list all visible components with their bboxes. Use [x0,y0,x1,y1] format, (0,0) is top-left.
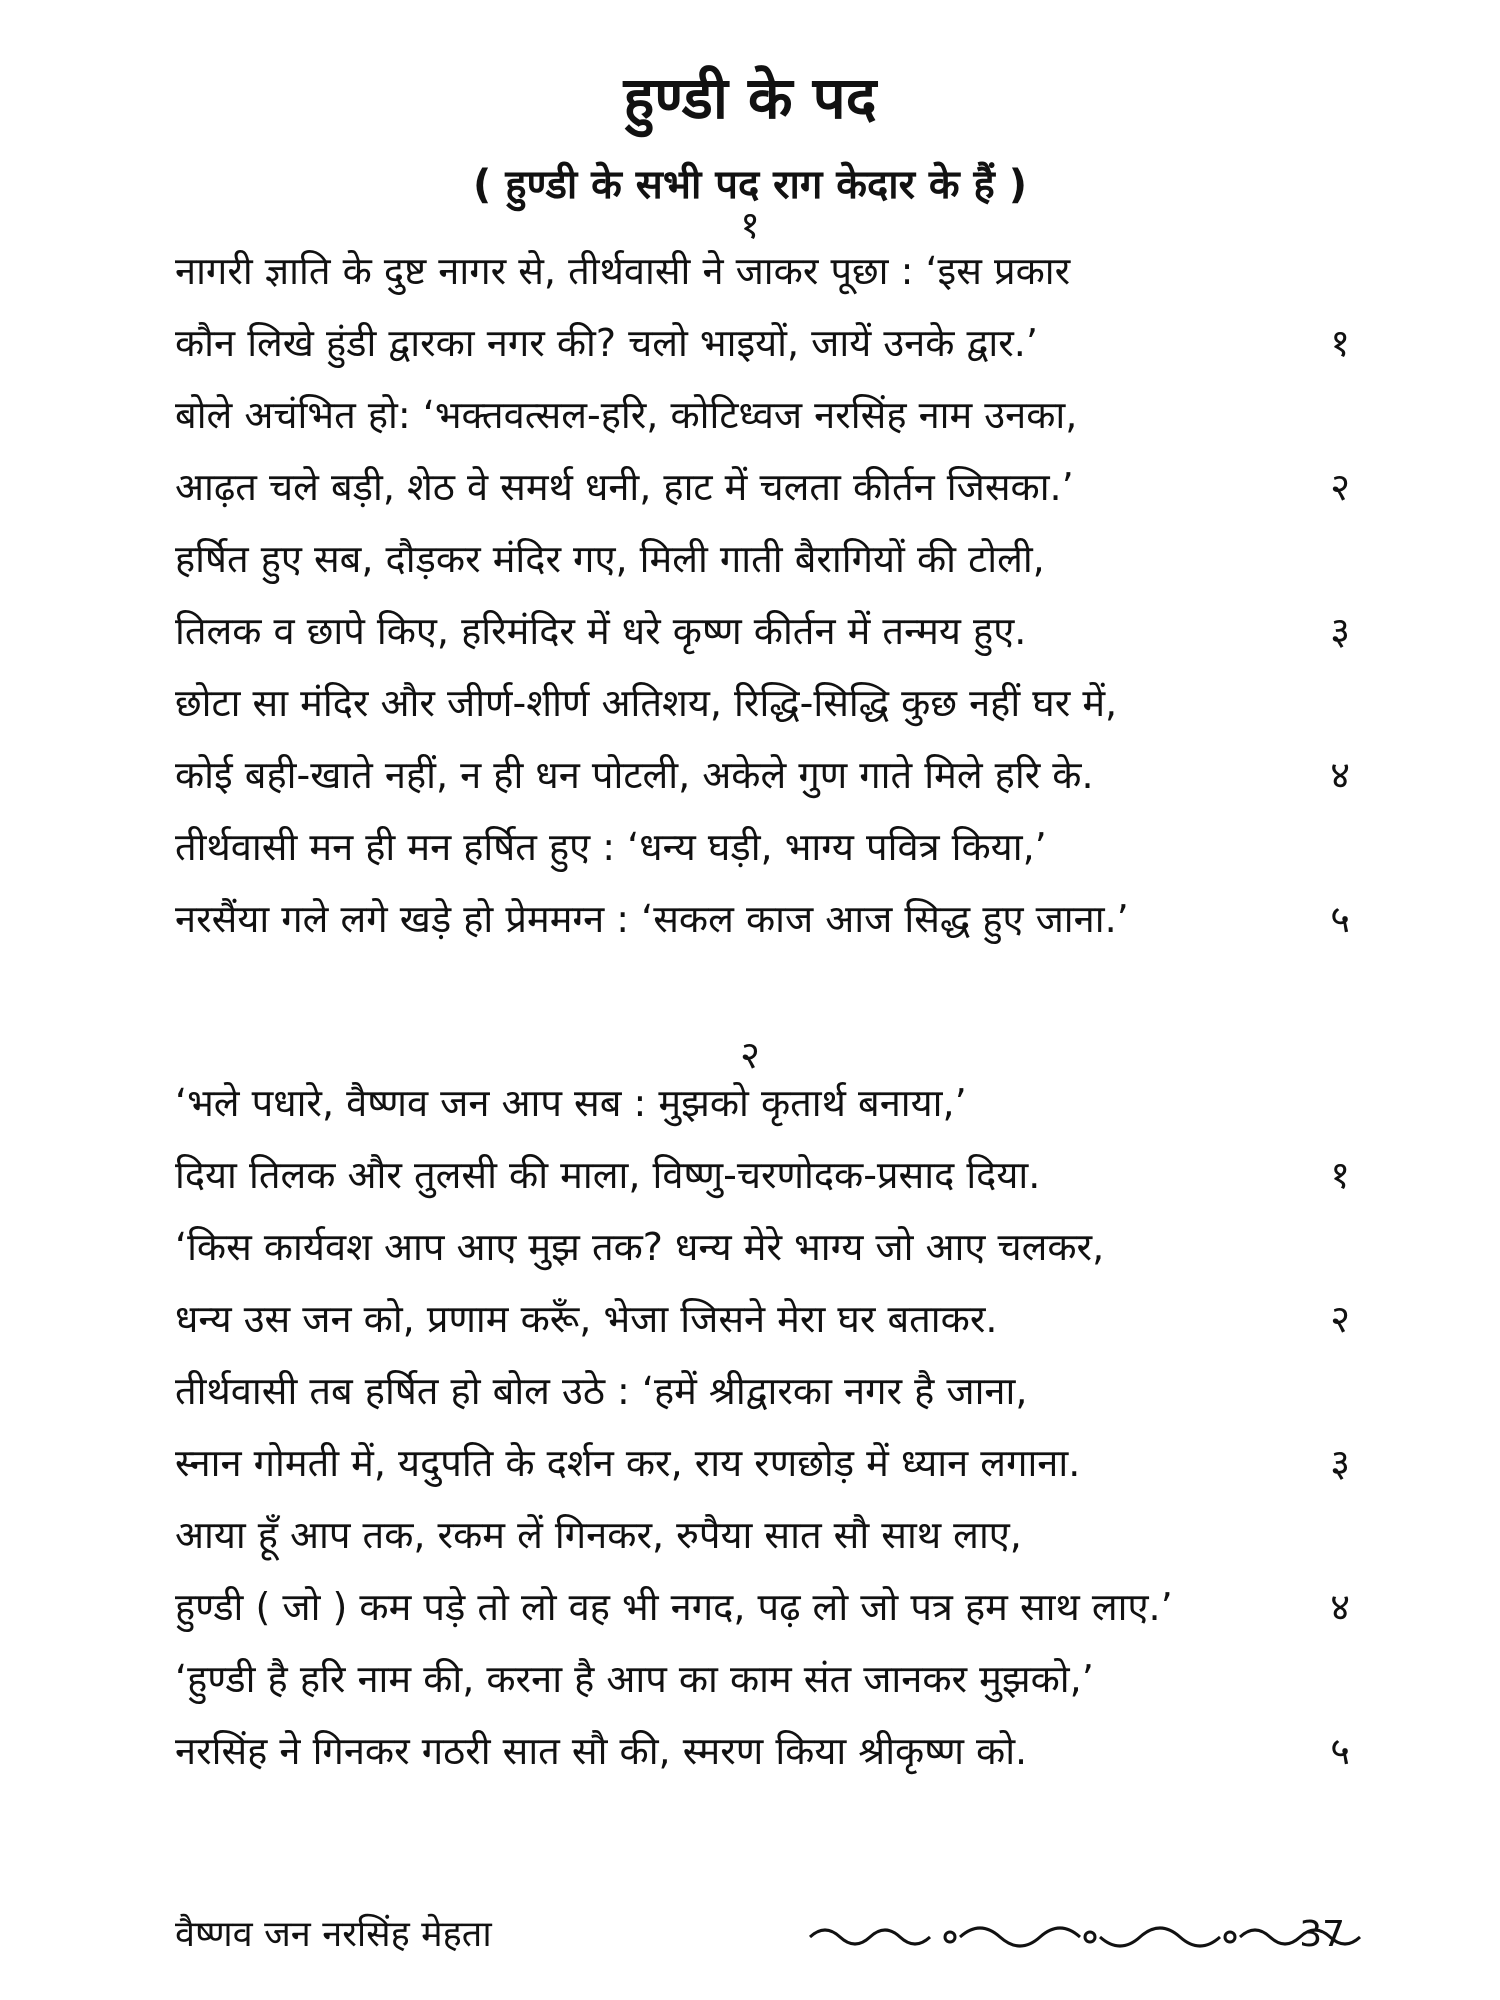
verse-number: ३ [1330,609,1350,653]
verse-number: ३ [1330,1441,1350,1485]
pad-number: १ [740,203,760,247]
verse-text: नरसैंया गले लगे खड़े हो प्रेममग्न : ‘सकल काज आज सिद्ध हुए जाना.’ [175,897,1129,941]
verse-line [175,744,1350,806]
verse-text: तीर्थवासी तब हर्षित हो बोल उठे : ‘हमें श्रीद्वारका नगर है जाना, [175,1369,1028,1413]
verse-text: नरसिंह ने गिनकर गठरी सात सौ की, स्मरण किया श्रीकृष्ण को. [175,1729,1028,1773]
verse-text: छोटा सा मंदिर और जीर्ण-शीर्ण अतिशय, रिद्धि-सिद्धि कुछ नहीं घर में, [175,681,1118,725]
verse-line [175,816,1350,878]
verse-text: ‘किस कार्यवश आप आए मुझ तक? धन्य मेरे भाग्य जो आए चलकर, [175,1225,1105,1269]
page-title: हुण्डी के पद [623,64,877,132]
verse-text: दिया तिलक और तुलसी की माला, विष्णु-चरणोदक-प्रसाद दिया. [175,1153,1041,1197]
verse-text: कोई बही-खाते नहीं, न ही धन पोटली, अकेले गुण गाते मिले हरि के. [175,753,1094,797]
verse-line [175,528,1350,590]
page-subtitle: ( हुण्डी के सभी पद राग केदार के हैं ) [473,162,1027,208]
verse-text: तिलक व छापे किए, हरिमंदिर में धरे कृष्ण कीर्तन में तन्मय हुए. [175,609,1027,653]
verse-text: नागरी ज्ञाति के दुष्ट नागर से, तीर्थवासी ने जाकर पूछा : ‘इस प्रकार [175,249,1071,293]
verse-text: हर्षित हुए सब, दौड़कर मंदिर गए, मिली गाती बैरागियों की टोली, [175,537,1045,581]
page-footer [175,1905,1345,1965]
verse-text: आढ़त चले बड़ी, शेठ वे समर्थ धनी, हाट में चलता कीर्तन जिसका.’ [175,465,1074,509]
verse-line [175,1504,1350,1566]
verse-line [175,1648,1350,1710]
verse-line [175,1072,1350,1134]
verse-number: ५ [1330,897,1350,941]
verse-text: हुण्डी ( जो ) कम पड़े तो लो वह भी नगद, पढ़ लो जो पत्र हम साथ लाए.’ [175,1585,1173,1629]
verse-line [175,384,1350,446]
verse-number: १ [1330,1153,1350,1197]
verse-text: तीर्थवासी मन ही मन हर्षित हुए : ‘धन्य घड़ी, भाग्य पवित्र किया,’ [175,825,1047,869]
verse-number: ४ [1330,1585,1350,1629]
verse-line [175,672,1350,734]
verse-line [175,1432,1350,1494]
verse-text: धन्य उस जन को, प्रणाम करूँ, भेजा जिसने मेरा घर बताकर. [175,1297,998,1341]
verse-line [175,1216,1350,1278]
verse-text: स्नान गोमती में, यदुपति के दर्शन कर, राय रणछोड़ में ध्यान लगाना. [175,1441,1081,1485]
verse-line [175,240,1350,302]
verse-text: ‘भले पधारे, वैष्णव जन आप सब : मुझको कृतार्थ बनाया,’ [175,1081,967,1125]
verse-number: ५ [1330,1729,1350,1773]
verse-line [175,600,1350,662]
verse-number: २ [1330,1297,1350,1341]
verse-line [175,1576,1350,1638]
verse-line [175,312,1350,374]
verse-line [175,456,1350,518]
verse-number: ४ [1330,753,1350,797]
verse-line [175,1360,1350,1422]
verse-text: बोले अचंभित हो: ‘भक्तवत्सल-हरि, कोटिध्वज नरसिंह नाम उनका, [175,393,1078,437]
pad-number: २ [740,1033,760,1077]
verse-text: आया हूँ आप तक, रकम लें गिनकर, रुपैया सात सौ साथ लाए, [175,1513,1022,1557]
verse-line [175,888,1350,950]
verse-number: २ [1330,465,1350,509]
verse-line [175,1288,1350,1350]
verse-line [175,1144,1350,1206]
verse-text: कौन लिखे हुंडी द्वारका नगर की? चलो भाइयों, जायें उनके द्वार.’ [175,321,1038,365]
footer-book-title: वैष्णव जन नरसिंह मेहता [175,1914,492,1955]
page-number: 37 [1299,1914,1345,1955]
verse-number: १ [1330,321,1350,365]
verse-text: ‘हुण्डी है हरि नाम की, करना है आप का काम संत जानकर मुझको,’ [175,1657,1094,1701]
verse-line [175,1720,1350,1782]
